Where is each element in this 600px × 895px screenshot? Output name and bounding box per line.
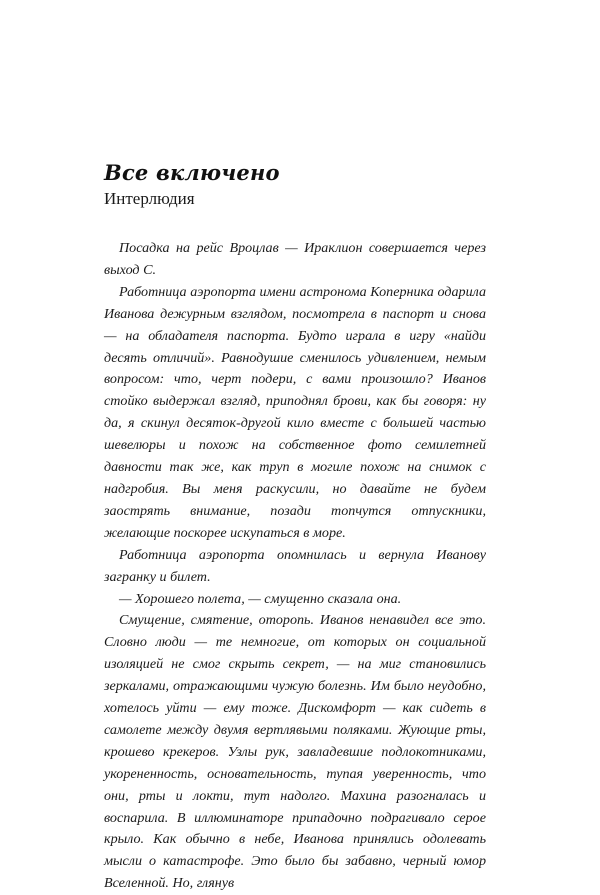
chapter-subtitle: Интерлюдия [104, 189, 195, 208]
body-text [104, 238, 486, 895]
paragraph: Работница аэропорта опомнилась и вернула Иванову загранку и билет. [104, 546, 486, 585]
paragraph: Смущение, смятение, оторопь. Иванов ненавидел все это. Словно люди — те немногие, от которых он социальной изоляцией не смог скрыть секрет, — на миг становились зеркалами, отражающими чужую болезнь. Им было неудобно, хотелось уйти — ему тоже. Дискомфорт — как сидеть в самолете между двумя вертлявыми поляками. Жующие рты, крошево крекеров. Узлы рук, завладевшие подлокотниками, укорененность, основательность, тупая уверенность, что они, рты и локти, тут надолго. Махина разогналась и воспарила. В иллюминаторе припадочно подрагивало серое крыло. Как обычно в небе, Иванова принялись одолевать мысли о катастрофе. Это было бы забавно, черный юмор Вселенной. Но, глянув [104, 612, 486, 892]
paragraph: Посадка на рейс Вроцлав — Ираклион совершается через выход C. [104, 240, 486, 278]
paragraph: Работница аэропорта имени астронома Коперника одарила Иванова дежурным взглядом, посмотрела в паспорт и снова — на обладателя паспорта. Будто играла в игру «найди десять отличий». Равнодушие сменилось удивлением, немым вопросом: что, черт подери, с вами произошло? Иванов стойко выдержал взгляд, приподнял брови, как бы говоря: ну да, я скинул десяток-другой кило вместе с большей частью шевелюры и похож на собственное фото семилетней давности так же, как труп в могиле похож на снимок с надгробия. Вы меня раскусили, но давайте не будем заострять внимание, позади топчутся отпускники, желающие поскорее искупаться в море. [104, 283, 486, 541]
paragraph: — Хорошего полета, — смущенно сказала она. [119, 590, 402, 607]
chapter-title: Все включено [104, 160, 280, 185]
